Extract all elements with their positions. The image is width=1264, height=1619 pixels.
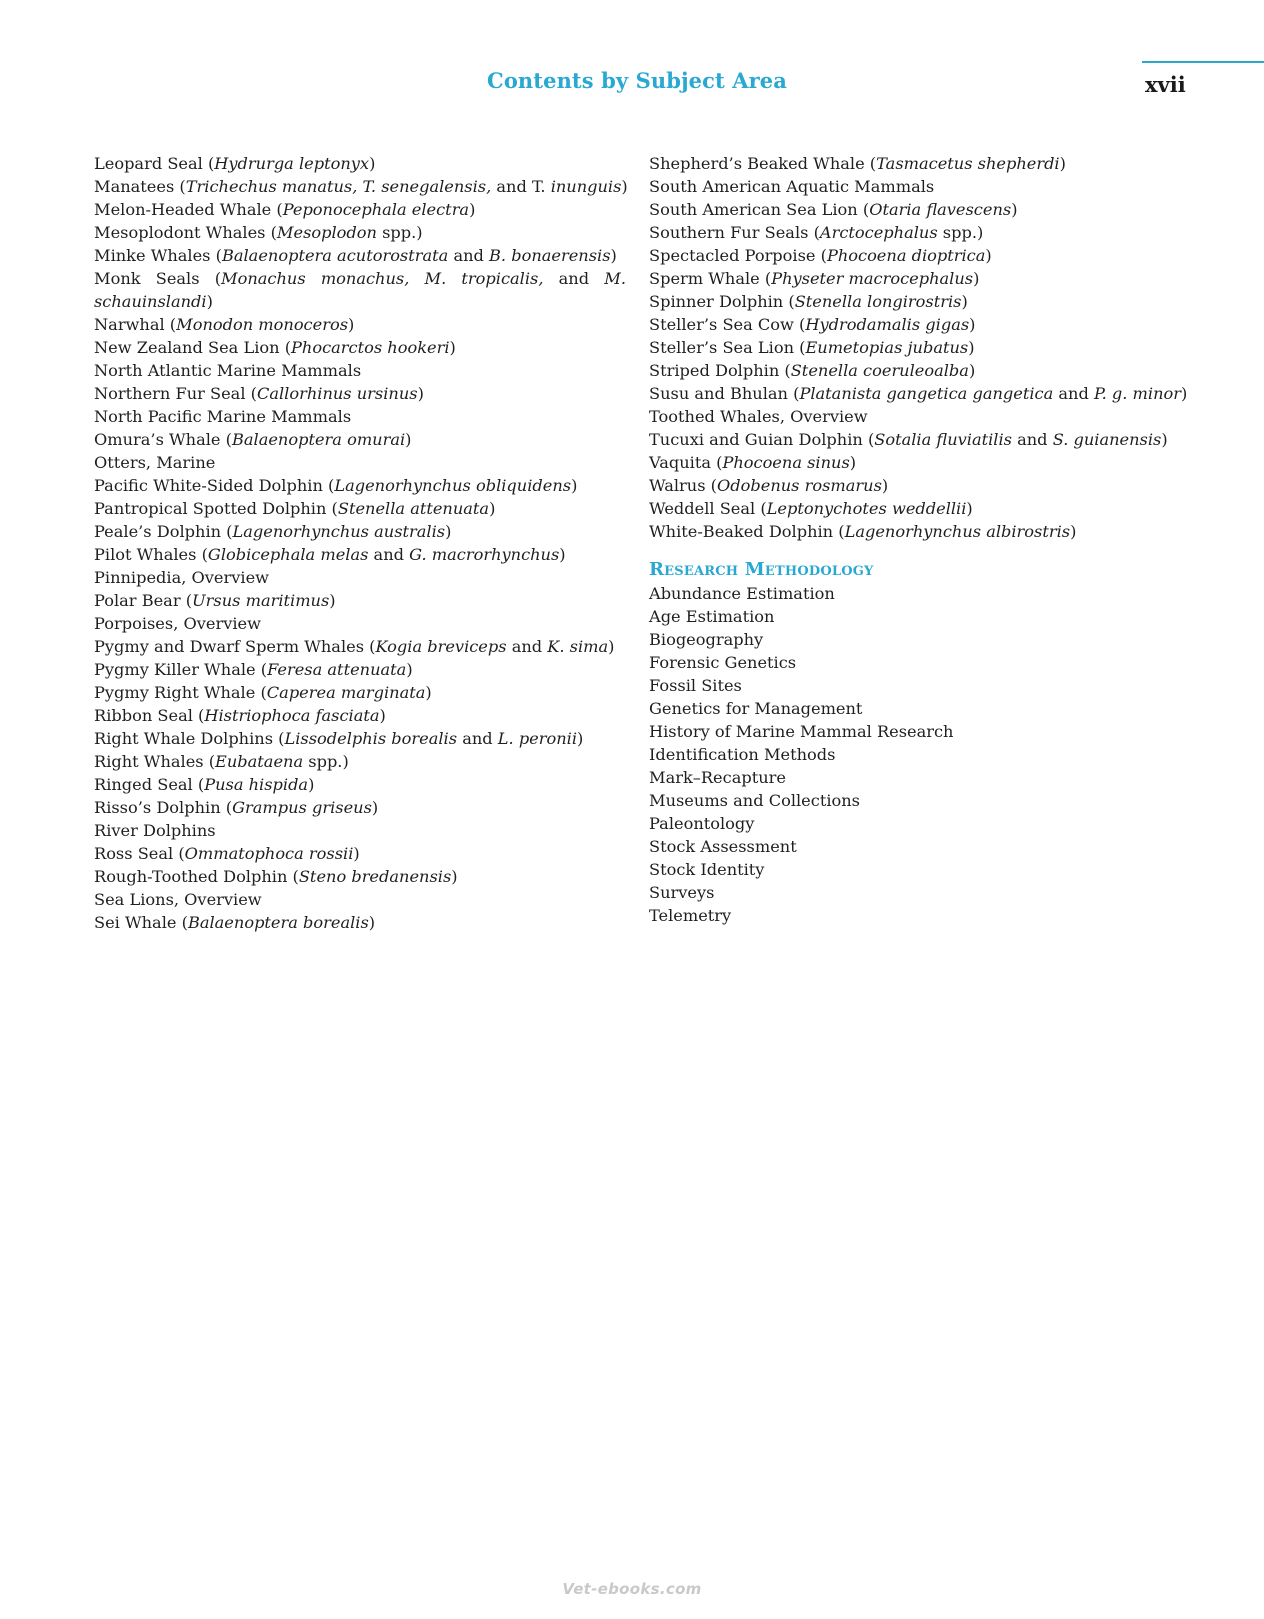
species-name: Ommatophoca rossii [184,844,354,863]
entry-text: Steller’s Sea Lion ( [649,338,806,357]
toc-entry [649,198,1249,221]
page-title: Contents by Subject Area [487,68,787,93]
toc-entry [649,359,1249,382]
species-name: S. guianensis [1052,430,1162,449]
species-name: Ursus maritimus [192,591,330,610]
entry-text: ) [369,154,376,173]
entry-text: ) [1161,430,1168,449]
entry-text: Pygmy Right Whale ( [94,683,267,702]
species-name: Hydrodamalis gigas [805,315,970,334]
entry-text: ) [577,729,584,748]
toc-entry [94,658,626,681]
species-name: Stenella coeruleoalba [790,361,969,380]
entry-text: ) [966,499,973,518]
entry-text: ) [1059,154,1066,173]
entry-text: Spinner Dolphin ( [649,292,795,311]
entry-text: Sea Lions, Overview [94,890,262,909]
entry-text: ) [405,430,412,449]
entry-text: Omura’s Whale ( [94,430,232,449]
toc-entry [649,382,1249,405]
toc-entry [94,888,626,911]
research-methodology-list [649,582,1249,927]
toc-entry [94,865,626,888]
species-name: Lagenorhynchus albirostris [844,522,1071,541]
toc-entry [94,313,626,336]
entry-text: and [1011,430,1053,449]
entry-text: ) [1180,384,1188,403]
species-name: B. bonaerensis [489,246,611,265]
toc-entry [94,635,626,658]
toc-entry [94,267,626,313]
entry-text: Narwhal ( [94,315,177,334]
entry-text: spp.) [937,223,984,242]
species-name: inunguis [550,177,622,196]
toc-entry: Mark–Recapture [649,768,786,787]
species-name: Grampus griseus [232,798,372,817]
entry-text: Leopard Seal ( [94,154,215,173]
toc-entry [649,152,1249,175]
toc-entry: Stock Identity [649,860,765,879]
entry-text: ) [489,499,496,518]
entry-text: ) [371,798,379,817]
entry-text: New Zealand Sea Lion ( [94,338,292,357]
toc-entry [94,520,626,543]
entry-text: and [457,729,498,748]
entry-text: ) [445,522,452,541]
species-name: Sotalia fluviatilis [874,430,1012,449]
entry-text: ) [968,338,975,357]
species-name: Balaenoptera omurai [231,430,406,449]
entry-text: and [543,269,605,288]
toc-entry [94,175,626,198]
toc-entry [94,566,626,589]
toc-entry [94,704,626,727]
toc-entry [649,336,1249,359]
toc-entry: Age Estimation [649,607,775,626]
entry-text: Porpoises, Overview [94,614,261,633]
species-name: Mesoplodon [276,223,377,242]
species-name: Kogia breviceps [375,637,507,656]
entry-text: ) [406,660,413,679]
toc-entry [94,589,626,612]
toc-entry [94,727,626,750]
species-name: Physeter macrocephalus [771,269,974,288]
entry-text: ) [1070,522,1077,541]
entry-text: North Pacific Marine Mammals [94,407,352,426]
entry-text: North Atlantic Marine Mammals [94,361,362,380]
entry-text: Pygmy Killer Whale ( [94,660,268,679]
entry-text: Weddell Seal ( [649,499,767,518]
entry-text: Sei Whale ( [94,913,188,932]
toc-entry [94,773,626,796]
toc-entry: Identification Methods [649,745,836,764]
entry-text: ) [559,545,566,564]
entry-text: Mesoplodont Whales ( [94,223,277,242]
entry-text: and [1053,384,1094,403]
species-name: Lagenorhynchus australis [232,522,446,541]
entry-text: spp.) [376,223,423,242]
entry-text: Northern Fur Seal ( [94,384,257,403]
entry-text: ) [329,591,336,610]
toc-entry [649,290,1249,313]
species-name: M. schauinslandi [94,269,627,311]
entry-text: ) [608,637,615,656]
toc-entry [94,543,626,566]
entry-text: Pantropical Spotted Dolphin ( [94,499,338,518]
species-name: Hydrurga leptonyx [214,154,370,173]
entry-text: Ribbon Seal ( [94,706,205,725]
right-entry-list [649,152,1249,543]
toc-entry [94,796,626,819]
toc-entry: Paleontology [649,814,755,833]
species-name: Lagenorhynchus obliquidens [334,476,572,495]
toc-entry [94,152,626,175]
entry-text: Polar Bear ( [94,591,193,610]
toc-entry [94,336,626,359]
species-name: Balaenoptera borealis [187,913,369,932]
species-name: Phocoena dioptrica [826,246,986,265]
entry-text: Pinnipedia, Overview [94,568,270,587]
toc-entry: Abundance Estimation [649,584,835,603]
species-name: L. peronii [497,729,578,748]
toc-entry [94,911,626,934]
toc-entry [94,842,626,865]
toc-entry [94,382,626,405]
toc-entry [649,313,1249,336]
entry-text: ) [308,775,315,794]
toc-entry [94,681,626,704]
species-name: K. sima [547,637,609,656]
toc-entry [649,474,1249,497]
toc-entry [649,451,1249,474]
left-column [94,152,626,934]
entry-text: Southern Fur Seals ( [649,223,820,242]
entry-text: Rough-Toothed Dolphin ( [94,867,299,886]
entry-text: Vaquita ( [649,453,723,472]
entry-text: and [506,637,548,656]
species-name: Phocarctos hookeri [291,338,450,357]
species-name: Histriophoca fasciata [204,706,380,725]
toc-entry [94,359,626,382]
entry-text: River Dolphins [94,821,216,840]
toc-entry: Stock Assessment [649,837,797,856]
entry-text: White-Beaked Dolphin ( [649,522,845,541]
species-name: Balaenoptera acutorostrata [221,246,449,265]
entry-text: ) [571,476,578,495]
watermark-logo: Vet-ebooks.com [562,1580,702,1598]
entry-text: ) [449,338,456,357]
toc-entry [649,221,1249,244]
entry-text: and [368,545,410,564]
entry-text: ) [968,361,976,380]
toc-entry [649,175,1249,198]
toc-entry [94,198,626,221]
toc-entry [94,750,626,773]
species-name: Peponocephala electra [282,200,470,219]
species-name: Monodon monoceros [176,315,348,334]
toc-entry [94,405,626,428]
entry-text: ) [451,867,458,886]
toc-entry [94,221,626,244]
entry-text: Pacific White-Sided Dolphin ( [94,476,335,495]
toc-entry: Museums and Collections [649,791,860,810]
entry-text: and [448,246,490,265]
entry-text: Melon-Headed Whale ( [94,200,283,219]
entry-text: Susu and Bhulan ( [649,384,800,403]
entry-text: South American Aquatic Mammals [649,177,935,196]
entry-text: Ringed Seal ( [94,775,205,794]
species-name: Pusa hispida [204,775,309,794]
entry-text: ) [469,200,476,219]
entry-text: Steller’s Sea Cow ( [649,315,806,334]
toc-entry [94,497,626,520]
species-name: Platanista gangetica gangetica [799,384,1054,403]
entry-text: ) [621,177,628,196]
entry-text: Walrus ( [649,476,717,495]
entry-text: spp.) [303,752,349,771]
entry-text: ) [969,315,976,334]
species-name: Stenella longirostris [794,292,962,311]
entry-text: Minke Whales ( [94,246,222,265]
entry-text: ) [881,476,889,495]
entry-text: Toothed Whales, Overview [649,407,868,426]
species-name: Steno bredanensis [298,867,452,886]
toc-entry [94,612,626,635]
toc-entry [649,520,1249,543]
entry-text: ) [973,269,980,288]
entry-text: Right Whales ( [94,752,216,771]
entry-text: Otters, Marine [94,453,216,472]
entry-text: ) [348,315,355,334]
entry-text: Striped Dolphin ( [649,361,791,380]
species-name: Leptonychotes weddellii [766,499,967,518]
entry-text: Spectacled Porpoise ( [649,246,827,265]
species-name: Otaria flavescens [869,200,1012,219]
species-name: Trichechus manatus, T. senegalensis, [185,177,492,196]
toc-entry [649,405,1249,428]
section-heading-research-methodology: Research Methodology [649,559,874,580]
entry-text: ) [1011,200,1018,219]
toc-entry: Genetics for Management [649,699,863,718]
toc-entry [649,497,1249,520]
entry-text: Risso’s Dolphin ( [94,798,233,817]
species-name: Phocoena sinus [722,453,850,472]
toc-entry: Biogeography [649,630,764,649]
entry-text: Manatees ( [94,177,186,196]
entry-text: ) [425,683,432,702]
toc-entry: Surveys [649,883,715,902]
toc-entry [649,428,1249,451]
entry-text: South American Sea Lion ( [649,200,870,219]
species-name: Odobenus rosmarus [717,476,882,495]
species-name: Eumetopias jubatus [805,338,969,357]
entry-text: ) [610,246,617,265]
toc-entry [94,451,626,474]
entry-text: ) [206,292,213,311]
species-name: Feresa attenuata [267,660,407,679]
entry-text: Ross Seal ( [94,844,185,863]
species-name: Callorhinus ursinus [256,384,418,403]
entry-text: Pilot Whales ( [94,545,208,564]
toc-entry [94,819,626,842]
species-name: Globicephala melas [207,545,369,564]
toc-entry: Forensic Genetics [649,653,797,672]
entry-text: ) [353,844,360,863]
entry-text: ) [985,246,992,265]
species-name: Caperea marginata [266,683,426,702]
entry-text: Tucuxi and Guian Dolphin ( [649,430,875,449]
toc-entry: History of Marine Mammal Research [649,722,954,741]
toc-entry [649,267,1249,290]
entry-text: ) [849,453,857,472]
toc-entry [94,244,626,267]
toc-entry: Telemetry [649,906,732,925]
page-number: xvii [1145,72,1186,97]
toc-entry: Fossil Sites [649,676,742,695]
right-column [649,152,1249,927]
species-name: Arctocephalus [819,223,938,242]
entry-text: Pygmy and Dwarf Sperm Whales ( [94,637,376,656]
entry-text: Sperm Whale ( [649,269,772,288]
header-rule [1142,61,1264,63]
toc-entry [94,428,626,451]
species-name: G. macrorhynchus [409,545,560,564]
entry-text: Shepherd’s Beaked Whale ( [649,154,877,173]
entry-text: ) [379,706,386,725]
entry-text: ) [368,913,376,932]
toc-entry [649,244,1249,267]
species-name: P. g. minor [1093,384,1181,403]
species-name: Monachus monachus, M. tropicalis, [221,269,544,288]
entry-text: Peale’s Dolphin ( [94,522,233,541]
species-name: Eubataena [215,752,304,771]
toc-entry [94,474,626,497]
entry-text: ) [961,292,968,311]
species-name: Stenella attenuata [337,499,490,518]
entry-text: and T. [491,177,551,196]
species-name: Lissodelphis borealis [284,729,458,748]
species-name: Tasmacetus shepherdi [876,154,1060,173]
entry-text: Right Whale Dolphins ( [94,729,285,748]
entry-text: Monk Seals ( [94,269,222,288]
entry-text: ) [417,384,424,403]
